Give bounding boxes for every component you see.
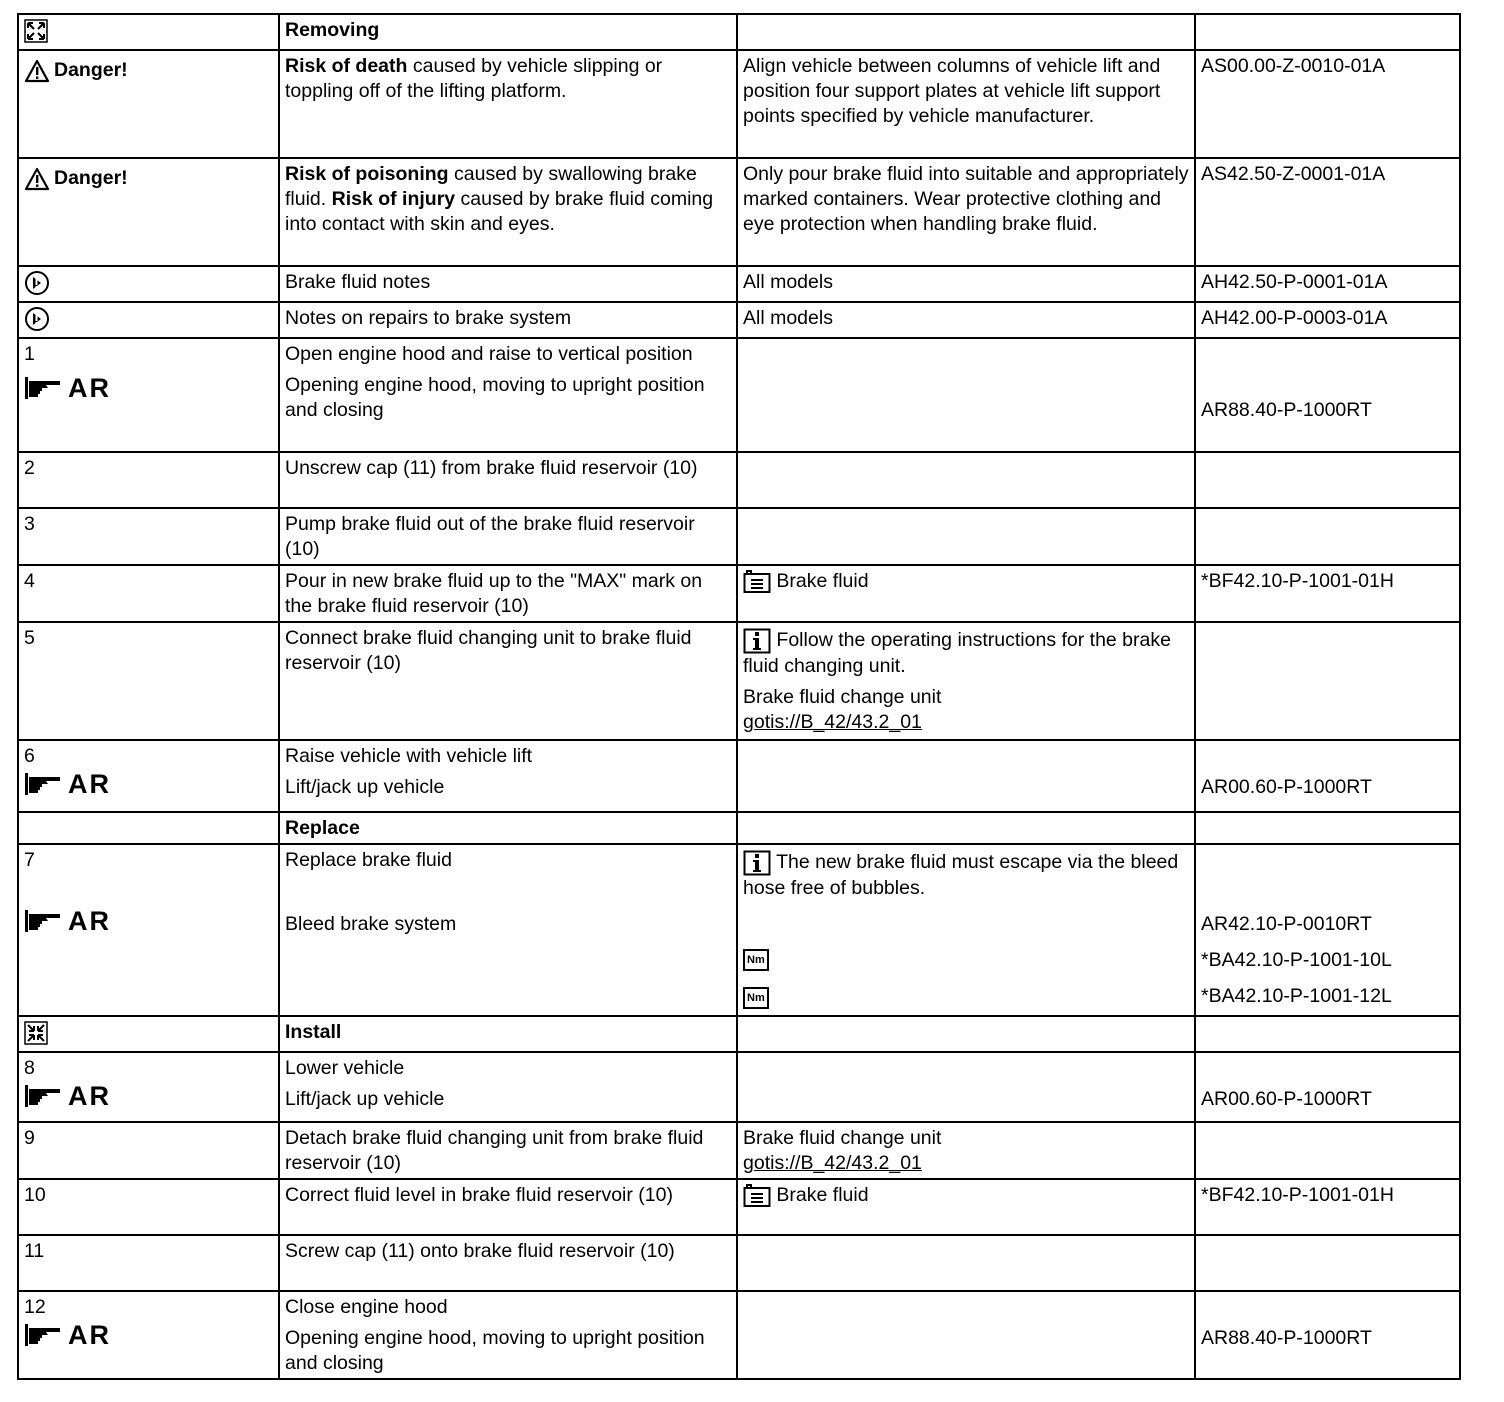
torque-icon-box [743, 945, 1189, 971]
step-number: 12 [24, 1296, 46, 1318]
table-row: 12 AR Close engine hood Opening engine hood, moving to upright position and closing AR88.40-P-1000RT [18, 1291, 1460, 1379]
step-number: 3 [18, 508, 279, 565]
doc-ref[interactable]: *BF42.10-P-1001-01H [1195, 565, 1460, 622]
step-number: 5 [18, 622, 279, 740]
doc-ref[interactable]: *BF42.10-P-1001-01H [1195, 1179, 1460, 1235]
section-title-install: Install [279, 1016, 737, 1052]
pointing-hand-icon [24, 1322, 62, 1348]
section-title-removing: Removing [279, 14, 737, 50]
pointing-hand-icon [24, 375, 62, 401]
removing-icon [24, 19, 48, 43]
table-row: Notes on repairs to brake system All models AH42.00-P-0003-01A [18, 302, 1460, 338]
step-number: 10 [18, 1179, 279, 1235]
table-row: Danger! Risk of poisoning caused by swallowing brake fluid. Risk of injury caused by brake fluid coming into contact with skin and eyes. Only pour brake fluid into suitable and appropriately marked containers. Wear protective clothing and eye protection when handling brake fluid. AS42.50-Z-0001-01A [18, 158, 1460, 266]
doc-ref: AS00.00-Z-0010-01A [1195, 50, 1460, 158]
step-number: 2 [18, 452, 279, 508]
table-row: 11 Screw cap (11) onto brake fluid reservoir (10) [18, 1235, 1460, 1291]
table-row: 9 Detach brake fluid changing unit from brake fluid reservoir (10) Brake fluid change unit gotis://B_42/43.2_01 [18, 1122, 1460, 1179]
torque-icon: Nm [743, 987, 769, 1009]
step-number: 4 [18, 565, 279, 622]
doc-ref[interactable]: AR00.60-P-1000RT [1201, 776, 1372, 798]
doc-ref[interactable]: AR88.40-P-1000RT [1201, 399, 1372, 421]
pointing-hand-icon [24, 908, 62, 934]
table-row: 4 Pour in new brake fluid up to the "MAX" mark on the brake fluid reservoir (10) Brake fluid *BF42.10-P-1001-01H [18, 565, 1460, 622]
doc-ref: AS42.50-Z-0001-01A [1195, 158, 1460, 266]
torque-icon-box [743, 983, 1189, 1009]
ar-reference-label: AR [24, 1320, 273, 1350]
table-row: Danger! Risk of death caused by vehicle slipping or toppling off of the lifting platform. Align vehicle between columns of vehicle lift and position four support plates at vehicle lift support points specified by vehicle manufacturer. AS00.00-Z-0010-01A [18, 50, 1460, 158]
info-icon [743, 850, 771, 876]
step-number: 7 [24, 849, 35, 871]
doc-ref[interactable]: *BA42.10-P-1001-12L [1201, 985, 1392, 1007]
section-title-replace: Replace [279, 812, 737, 844]
doc-ref[interactable]: *BA42.10-P-1001-10L [1201, 949, 1392, 971]
table-row: 10 Correct fluid level in brake fluid reservoir (10) Brake fluid *BF42.10-P-1001-01H [18, 1179, 1460, 1235]
info-icon [743, 628, 771, 654]
doc-ref[interactable]: AR00.60-P-1000RT [1201, 1088, 1372, 1110]
table-row: 5 Connect brake fluid changing unit to brake fluid reservoir (10) Follow the operating instructions for the brake fluid changing unit. Brake fluid change unit gotis://B_42/43.2_01 [18, 622, 1460, 740]
section-row-replace [18, 812, 1460, 844]
step-number: 1 [24, 343, 35, 365]
pointing-hand-icon [24, 1083, 62, 1109]
step-number: 8 [24, 1057, 35, 1079]
notes-icon [24, 270, 50, 296]
table-row: 1 AR Open engine hood and raise to vertical position Opening engine hood, moving to upright position and closing AR88.40-P-1000RT [18, 338, 1460, 452]
section-row-install [18, 1016, 1460, 1052]
procedure-table [17, 13, 1461, 1380]
gotis-link[interactable]: gotis://B_42/43.2_01 [743, 711, 922, 733]
ar-reference-label: AR [24, 769, 273, 799]
ar-reference-label: AR [24, 1081, 273, 1111]
step-number: 11 [18, 1235, 279, 1291]
ar-reference-label: AR [24, 373, 273, 403]
doc-ref[interactable]: AR88.40-P-1000RT [1201, 1327, 1372, 1349]
doc-ref: AH42.00-P-0003-01A [1195, 302, 1460, 338]
table-row: Brake fluid notes All models AH42.50-P-0001-01A [18, 266, 1460, 302]
fluid-container-icon [743, 570, 771, 594]
danger-action: Align vehicle between columns of vehicle lift and position four support plates at vehicle lift support points specified by vehicle manufacturer. [737, 50, 1195, 158]
warning-icon [24, 59, 50, 83]
gotis-link[interactable]: gotis://B_42/43.2_01 [743, 1152, 922, 1174]
ar-reference-label: AR [24, 906, 273, 936]
doc-ref[interactable]: AR42.10-P-0010RT [1201, 913, 1372, 935]
table-row: 8 AR Lower vehicle Lift/jack up vehicle AR00.60-P-1000RT [18, 1052, 1460, 1122]
danger-label: Danger! [24, 166, 273, 191]
table-row: 2 Unscrew cap (11) from brake fluid reservoir (10) [18, 452, 1460, 508]
torque-icon: Nm [743, 949, 769, 971]
fluid-container-icon [743, 1184, 771, 1208]
step-number: 6 [24, 745, 35, 767]
danger-label: Danger! [24, 58, 273, 83]
table-row: 3 Pump brake fluid out of the brake fluid reservoir (10) [18, 508, 1460, 565]
doc-ref: AH42.50-P-0001-01A [1195, 266, 1460, 302]
step-number: 9 [18, 1122, 279, 1179]
install-icon [24, 1021, 48, 1045]
pointing-hand-icon [24, 771, 62, 797]
table-row: 7 AR Replace brake fluid Bleed brake system The new brake fluid must escape via the bleed hose free of bubbles. Nm Nm AR42.10-P-0010RT *BA42.10-P-1001-10L *BA42.10-P-1001-12L [18, 844, 1460, 1016]
notes-icon [24, 306, 50, 332]
warning-icon [24, 167, 50, 191]
section-row-removing [18, 14, 1460, 50]
table-row: 6 AR Raise vehicle with vehicle lift Lift/jack up vehicle AR00.60-P-1000RT [18, 740, 1460, 812]
risk-title: Risk of death [285, 55, 408, 77]
danger-action: Only pour brake fluid into suitable and appropriately marked containers. Wear protective clothing and eye protection when handling brake fluid. [737, 158, 1195, 266]
